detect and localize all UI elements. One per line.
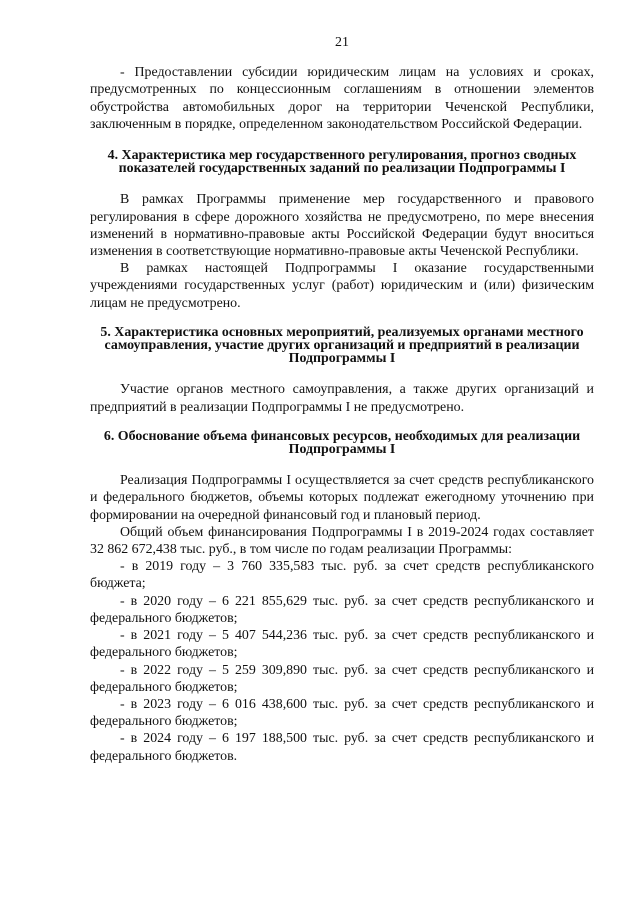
section-5-heading: 5. Характеристика основных мероприятий, реализуемых органами местного самоуправления, участие других организаций и предприятий в реализации Подпрограммы I [100,324,584,367]
funding-list-item: - в 2024 году – 6 197 188,500 тыс. руб. за счет средств республиканского и федерального бюджетов. [90,731,594,764]
section-4-paragraph-2: В рамках настоящей Подпрограммы I оказание государственными учреждениями государственных услуг (работ) юридическим и (или) физическим лицам не предусмотрено. [90,261,594,311]
funding-list-item: - в 2021 году – 5 407 544,236 тыс. руб. за счет средств республиканского и федерального бюджетов; [90,628,594,661]
funding-list-item: - в 2023 году – 6 016 438,600 тыс. руб. за счет средств республиканского и федерального бюджетов; [90,696,594,730]
section-6-paragraph-2: Общий объем финансирования Подпрограммы I в 2019-2024 годах составляет 32 862 672,438 тыс. руб., в том числе по годам реализации Программы: [90,524,594,558]
intro-list-item: - Предоставлении субсидии юридическим лицам на условиях и сроках, предусмотренных по концессионным соглашениям в отношении элементов обустройства автомобильных дорог на территории Чеченской Республики, заключенным в порядке, определенном законодательством Российской Федерации. [90,65,594,132]
section-5-paragraph-1: Участие органов местного самоуправления, а также других организаций и предприятий в реализации Подпрограммы I не предусмотрено. [90,382,594,415]
section-6-paragraph-1: Реализация Подпрограммы I осуществляется за счет средств республиканского и федерального бюджетов, объемы которых подлежат ежегодному уточнению при формировании на очередной финансовый год и плановый период. [90,473,594,523]
page-number: 21 [335,35,349,50]
section-6-heading: 6. Обоснование объема финансовых ресурсов, необходимых для реализации Подпрограммы I [103,428,581,458]
funding-list-item: - в 2020 году – 6 221 855,629 тыс. руб. за счет средств республиканского и федерального бюджетов; [90,593,594,626]
funding-list-item: - в 2022 году – 5 259 309,890 тыс. руб. за счет средств республиканского и федерального бюджетов; [90,662,594,695]
section-4-paragraph-1: В рамках Программы применение мер государственного и правового регулирования в сфере дорожного хозяйства не предусмотрено, по мере внесения изменений в нормативно-правовые акты Российской Федерации будут вноситься изменения в соответствующие нормативно-правовые акты Чеченской Республики. [90,192,594,260]
funding-list-item: - в 2019 году – 3 760 335,583 тыс. руб. за счет средств республиканского бюджета; [90,559,594,592]
section-4-heading: 4. Характеристика мер государственного регулирования, прогноз сводных показателей государственных заданий по реализации Подпрограммы I [107,148,577,177]
